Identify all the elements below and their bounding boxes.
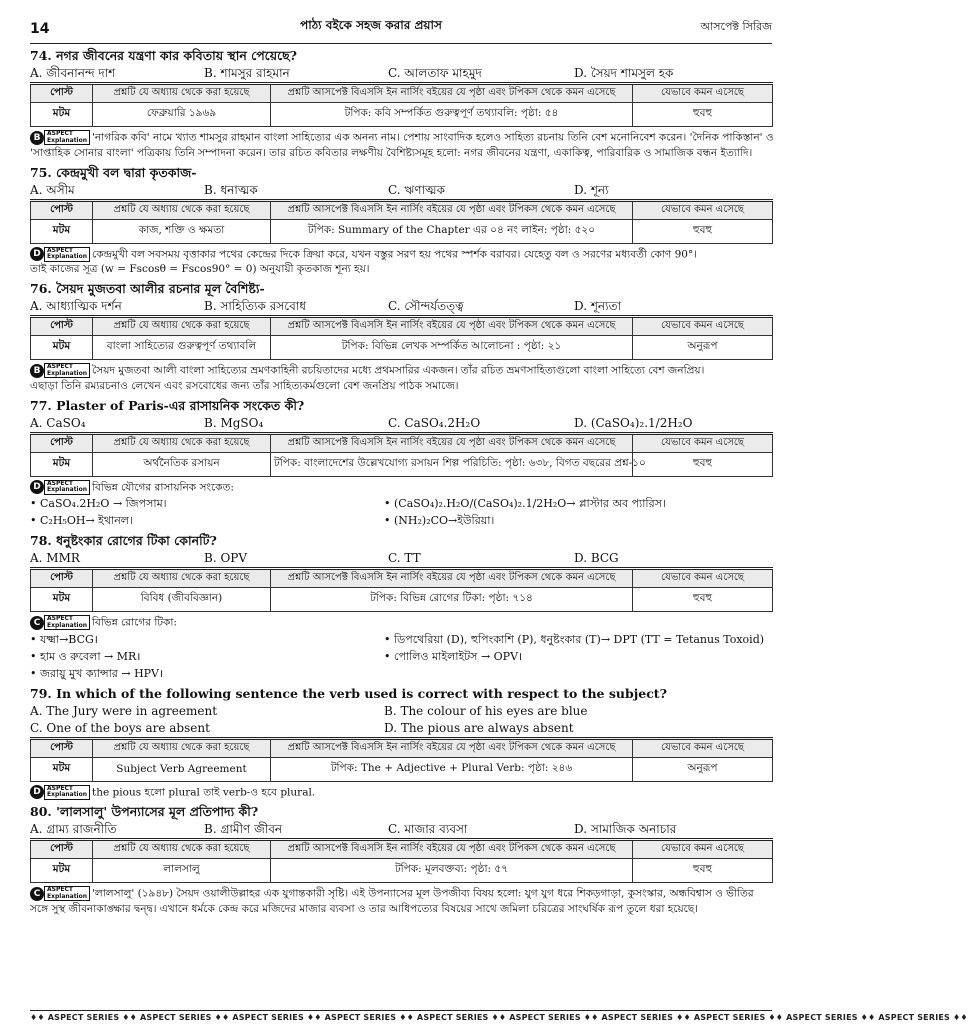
reference-table	[30, 199, 773, 244]
explanation	[30, 363, 772, 394]
option-list	[30, 821, 772, 838]
question-title: 79. In which of the following sentence the verb used is correct with respect to the subject?	[30, 685, 667, 701]
option-list	[30, 65, 772, 82]
badge-tag	[44, 363, 90, 378]
explanation-line	[30, 363, 772, 379]
cell-topic: টপিক: বিভিন্ন রোগের টিকা: পৃষ্ঠা: ৭১৪	[271, 588, 633, 612]
badge-tag-bottom: Explanation	[47, 621, 88, 629]
reference-row	[31, 757, 773, 781]
answer-letter-icon: D	[30, 247, 44, 261]
answer-letter-icon: B	[30, 131, 44, 145]
explanation-line	[30, 247, 772, 263]
bullet-item: • (NH₂)₂CO→ইউরিয়া।	[384, 512, 772, 529]
explanation-line	[30, 615, 772, 631]
bullet-item: • ডিপথেরিয়া (D), হুপিংকাশি (P), ধনুষ্টংকার (T)→ DPT (TT = Tetanus Toxoid)	[384, 631, 772, 648]
reference-table	[30, 737, 773, 782]
badge-tag-bottom: Explanation	[47, 253, 88, 260]
bullet-list	[30, 631, 772, 682]
aspect-explanation-badge	[30, 247, 90, 262]
explanation-text: বিভিন্ন রোগের টিকা:	[92, 616, 177, 629]
explanation-line	[30, 146, 772, 161]
header-chapter: প্রশ্নটি যে অধ্যায় থেকে করা হয়েছে	[93, 433, 271, 452]
cell-post: মটম	[31, 588, 93, 612]
reference-header-row	[31, 840, 773, 859]
question-block	[30, 803, 772, 917]
answer-letter-icon: D	[30, 785, 44, 799]
badge-tag-top: ASPECT	[47, 479, 73, 487]
badge-tag-bottom: Explanation	[47, 486, 88, 493]
option-list	[30, 415, 772, 432]
explanation-line	[30, 785, 772, 801]
explanation	[30, 130, 772, 161]
explanation-line	[30, 130, 772, 146]
question-title: 75. কেন্দ্রমুখী বল দ্বারা কৃতকাজ-	[30, 164, 197, 180]
cell-topic: টপিক: মূলবক্তব্য: পৃষ্ঠা: ৫৭	[271, 859, 633, 883]
explanation-line	[30, 902, 772, 917]
option-list	[30, 550, 772, 567]
question-title: 80. 'লালসালু' উপন্যাসের মূল প্রতিপাদ্য কী?	[30, 804, 259, 819]
header-post: পোস্ট	[31, 738, 93, 757]
option-item: C. TT	[388, 551, 421, 565]
reference-row	[31, 219, 773, 243]
reference-table	[30, 838, 773, 883]
reference-table	[30, 315, 773, 360]
option-item: A. The Jury were in agreement	[30, 703, 218, 718]
option-item: C. CaSO₄.2H₂O	[388, 415, 481, 430]
option-item: A. MMR	[30, 551, 80, 565]
bullet-list	[30, 495, 772, 529]
explanation	[30, 886, 772, 917]
header-chapter: প্রশ্নটি যে অধ্যায় থেকে করা হয়েছে	[93, 840, 271, 859]
badge-tag-bottom: Explanation	[47, 369, 88, 377]
reference-table	[30, 432, 773, 477]
header-match: যেভাবে কমন এসেছে	[633, 840, 773, 859]
header-chapter: প্রশ্নটি যে অধ্যায় থেকে করা হয়েছে	[93, 200, 271, 219]
cell-chapter: অর্থনৈতিক রসায়ন	[93, 452, 271, 476]
option-item: B. MgSO₄	[204, 415, 264, 430]
explanation-text: এছাড়া তিনি রম্যরচনাও লেখেন এবং রসবোধের জন্য তাঁর সাহিত্যকর্মগুলো বেশ জনপ্রিয় পাঠক সমাজে।	[30, 379, 459, 392]
explanation-text: সঙ্গে সুস্থ জীবনাকাঙ্ক্ষার দ্বন্দ্ব। এখানে ধর্মকে কেন্দ্র করে মজিদের মাজার ব্যবসা ও তার আধিপত্যের বিষয়ের সাথে জমিলা চরিত্রের সাংঘর্ষিক রূপ তুলে ধরা হয়েছে।	[30, 902, 699, 915]
question-title: 74. নগর জীবনের যন্ত্রণা কার কবিতায় স্থান পেয়েছে?	[30, 48, 297, 63]
reference-row	[31, 859, 773, 883]
header-match: যেভাবে কমন এসেছে	[633, 738, 773, 757]
question-block	[30, 47, 772, 161]
explanation	[30, 480, 772, 496]
badge-tag	[44, 615, 90, 630]
explanation-line	[30, 886, 772, 902]
badge-tag	[44, 130, 90, 145]
badge-tag-top: ASPECT	[47, 784, 73, 792]
bullet-item: • C₂H₅OH→ ইথানল।	[30, 512, 384, 529]
option-item: B. শামসুর রাহমান	[204, 66, 290, 80]
option-item: D. (CaSO₄)₂.1/2H₂O	[574, 415, 693, 430]
aspect-explanation-badge	[30, 130, 90, 145]
question-block	[30, 280, 772, 394]
option-list	[30, 182, 772, 199]
question-title: 76. সৈয়দ মুজতবা আলীর রচনার মূল বৈশিষ্ট্য-	[30, 281, 265, 296]
header-post: পোস্ট	[31, 433, 93, 452]
aspect-explanation-badge	[30, 886, 90, 901]
badge-tag-bottom: Explanation	[47, 136, 88, 144]
option-item: C. সৌন্দর্যতত্ত্ব	[388, 299, 464, 313]
bullet-item: • CaSO₄.2H₂O → জিপসাম।	[30, 495, 384, 512]
header-topic: প্রশ্নটি আসপেক্ট বিএসসি ইন নার্সিং বইয়ের যে পৃষ্ঠা এবং টপিকস থেকে কমন এসেছে	[271, 84, 633, 103]
header-post: পোস্ট	[31, 840, 93, 859]
answer-letter-icon: B	[30, 364, 44, 378]
document-page	[30, 0, 968, 1035]
cell-post: মটম	[31, 859, 93, 883]
aspect-explanation-badge	[30, 480, 90, 495]
option-item: D. শূন্য	[574, 182, 609, 197]
option-list	[30, 298, 772, 315]
question-title: 77. Plaster of Paris-এর রাসায়নিক সংকেত কী?	[30, 397, 305, 413]
explanation-text: বিভিন্ন যৌগের রাসায়নিক সংকেত:	[92, 481, 234, 493]
cell-chapter: কাজ, শক্তি ও ক্ষমতা	[93, 219, 271, 243]
explanation-line	[30, 379, 772, 394]
header-topic: প্রশ্নটি আসপেক্ট বিএসসি ইন নার্সিং বইয়ের যে পৃষ্ঠা এবং টপিকস থেকে কমন এসেছে	[271, 840, 633, 859]
page-header	[30, 0, 772, 44]
cell-chapter: বাংলা সাহিত্যের গুরুত্বপূর্ণ তথ্যাবলি	[93, 336, 271, 360]
reference-table	[30, 82, 773, 127]
cell-match: হুবহু	[633, 219, 773, 243]
reference-header-row	[31, 84, 773, 103]
reference-header-row	[31, 738, 773, 757]
badge-tag-top: ASPECT	[47, 615, 73, 622]
answer-letter-icon: D	[30, 480, 44, 494]
page-number: 14	[30, 21, 50, 37]
bullet-item: • জরায়ু মুখ ক্যান্সার → HPV।	[30, 665, 384, 682]
question-title: 78. ধনুষ্টংকার রোগের টিকা কোনটি?	[30, 533, 217, 548]
badge-tag-top: ASPECT	[47, 886, 73, 893]
option-item: B. OPV	[204, 551, 248, 565]
reference-row	[31, 336, 773, 360]
option-item: A. আধ্যাত্মিক দর্শন	[30, 299, 122, 313]
header-topic: প্রশ্নটি আসপেক্ট বিএসসি ইন নার্সিং বইয়ের যে পৃষ্ঠা এবং টপিকস থেকে কমন এসেছে	[271, 433, 633, 452]
header-topic: প্রশ্নটি আসপেক্ট বিএসসি ইন নার্সিং বইয়ের যে পৃষ্ঠা এবং টপিকস থেকে কমন এসেছে	[271, 317, 633, 336]
answer-letter-icon: C	[30, 887, 44, 901]
cell-topic: টপিক: Summary of the Chapter এর ০৪ নং লাইন: পৃষ্ঠা: ৫২০	[271, 219, 633, 243]
badge-tag-top: ASPECT	[47, 130, 73, 137]
explanation-text: 'নাগরিক কবি' নামে খ্যাত শামসুর রাহমান বাংলা সাহিত্যের এক অনন্য নাম। পেশায় সাংবাদিক হলেও সাহিত্য রচনায় তিনি বেশ মনোনিবেশ করেন। 'দৈনিক পাকিস্তান' ও	[92, 131, 774, 144]
header-post: পোস্ট	[31, 200, 93, 219]
cell-match: অনুরূপ	[633, 336, 773, 360]
option-item: A. CaSO₄	[30, 415, 86, 430]
cell-chapter: Subject Verb Agreement	[93, 757, 271, 781]
option-item: D. শূন্যতা	[574, 299, 622, 313]
reference-header-row	[31, 569, 773, 588]
question-block	[30, 685, 772, 801]
option-item: C. আলতাফ মাহমুদ	[388, 66, 482, 80]
explanation-line	[30, 262, 772, 277]
badge-tag-top: ASPECT	[47, 246, 73, 254]
header-chapter: প্রশ্নটি যে অধ্যায় থেকে করা হয়েছে	[93, 738, 271, 757]
aspect-explanation-badge	[30, 785, 90, 800]
cell-topic: টপিক: কবি সম্পর্কিত গুরুত্বপূর্ণ তথ্যাবলি: পৃষ্ঠা: ৫৪	[271, 103, 633, 127]
aspect-explanation-badge	[30, 363, 90, 378]
option-item: A. অসীম	[30, 182, 75, 197]
option-item: A. জীবনানন্দ দাশ	[30, 66, 116, 80]
option-item: C. One of the boys are absent	[30, 720, 210, 735]
cell-post: মটম	[31, 219, 93, 243]
aspect-explanation-badge	[30, 615, 90, 630]
option-item: B. গ্রামীণ জীবন	[204, 822, 283, 836]
cell-match: হুবহু	[633, 588, 773, 612]
option-list	[30, 703, 772, 737]
cell-match: হুবহু	[633, 452, 773, 476]
question-list	[30, 47, 772, 917]
reference-row	[31, 103, 773, 127]
series-name: আসপেক্ট সিরিজ	[700, 20, 772, 33]
header-chapter: প্রশ্নটি যে অধ্যায় থেকে করা হয়েছে	[93, 569, 271, 588]
cell-chapter: বিবিধ (জীববিজ্ঞান)	[93, 588, 271, 612]
cell-post: মটম	[31, 336, 93, 360]
reference-header-row	[31, 433, 773, 452]
reference-header-row	[31, 317, 773, 336]
cell-topic: টপিক: বাংলাদেশের উল্লেখযোগ্য রসায়ন শিল্প পরিচিতি: পৃষ্ঠা: ৬৩৮, বিগত বছরের প্রশ্ন-১০	[271, 452, 633, 476]
bullet-item: • হাম ও রুবেলা → MR।	[30, 648, 384, 665]
bullet-item: • (CaSO₄)₂.H₂O/(CaSO₄)₂.1/2H₂O→ প্লাস্টার অব প্যারিস।	[384, 495, 772, 512]
page-title: পাঠ্য বইকে সহজ করার প্রয়াস	[300, 18, 442, 32]
cell-chapter: লালসালু	[93, 859, 271, 883]
question-block	[30, 532, 772, 682]
badge-tag	[44, 247, 90, 262]
cell-topic: টপিক: বিভিন্ন লেখক সম্পর্কিত আলোচনা : পৃষ্ঠা: ২১	[271, 336, 633, 360]
cell-match: অনুরূপ	[633, 757, 773, 781]
option-item: C. ঋণাত্মক	[388, 182, 446, 197]
reference-row	[31, 588, 773, 612]
header-post: পোস্ট	[31, 84, 93, 103]
option-item: C. মাজার ব্যবসা	[388, 822, 468, 836]
option-item: B. সাহিত্যিক রসবোধ	[204, 299, 306, 313]
explanation-line	[30, 480, 772, 496]
option-item: B. ধনাত্মক	[204, 182, 258, 197]
header-topic: প্রশ্নটি আসপেক্ট বিএসসি ইন নার্সিং বইয়ের যে পৃষ্ঠা এবং টপিকস থেকে কমন এসেছে	[271, 200, 633, 219]
header-match: যেভাবে কমন এসেছে	[633, 200, 773, 219]
reference-row	[31, 452, 773, 476]
bullet-item: • পোলিও মাইলাইটস → OPV।	[384, 648, 772, 665]
question-block	[30, 164, 772, 278]
question-block	[30, 397, 772, 530]
cell-topic: টপিক: The + Adjective + Plural Verb: পৃষ্ঠা: ২৪৬	[271, 757, 633, 781]
badge-tag	[44, 886, 90, 901]
badge-tag	[44, 480, 90, 495]
badge-tag-top: ASPECT	[47, 363, 73, 370]
option-item: D. The pious are always absent	[384, 720, 574, 735]
explanation-text: 'লালসালু' (১৯৪৮) সৈয়দ ওয়ালীউল্লাহর এক যুগান্তকারী সৃষ্টি। এই উপন্যাসের মূল উপজীব্য বিষয় হলো: যুগ যুগ ধরে শিকড়গাড়া, কুসংস্কার, অন্ধবিশ্বাস ও ভীতির	[92, 887, 754, 900]
badge-tag-bottom: Explanation	[47, 892, 88, 900]
explanation-text: কেন্দ্রমুখী বল সবসময় বৃত্তাকার পথের কেন্দ্রের দিকে ক্রিয়া করে, যখন বস্তুর সরণ হয় পথের স্পর্শক বরাবর। যেহেতু বল ও সরণের মধ্যবর্তী কোণ 90°।	[92, 248, 697, 260]
option-item: D. সৈয়দ শামসুল হক	[574, 66, 674, 80]
header-match: যেভাবে কমন এসেছে	[633, 84, 773, 103]
badge-tag-bottom: Explanation	[47, 791, 88, 798]
cell-post: মটম	[31, 452, 93, 476]
explanation	[30, 785, 772, 801]
header-chapter: প্রশ্নটি যে অধ্যায় থেকে করা হয়েছে	[93, 84, 271, 103]
answer-letter-icon: C	[30, 616, 44, 630]
badge-tag	[44, 785, 90, 800]
option-item: D. BCG	[574, 551, 619, 565]
option-item: B. The colour of his eyes are blue	[384, 703, 588, 718]
reference-table	[30, 567, 773, 612]
option-item: D. সামাজিক অনাচার	[574, 822, 677, 836]
header-match: যেভাবে কমন এসেছে	[633, 433, 773, 452]
explanation-text: the pious হলো plural তাই verb-ও হবে plural.	[92, 786, 316, 798]
header-topic: প্রশ্নটি আসপেক্ট বিএসসি ইন নার্সিং বইয়ের যে পৃষ্ঠা এবং টপিকস থেকে কমন এসেছে	[271, 569, 633, 588]
header-post: পোস্ট	[31, 569, 93, 588]
explanation-text: 'সাপ্তাহিক সোনার বাংলা' পত্রিকায় তিনি সম্পাদনা করেন। তার রচিত কবিতার লক্ষণীয় বৈশিষ্ট্যসমূহ হলো: নগর জীবনের যন্ত্রণা, একাকিত্ব, পারিবারিক ও সামাজিক বন্ধন ইত্যাদি।	[30, 146, 753, 159]
explanation-text: সৈয়দ মুজতবা আলী বাংলা সাহিত্যের ভ্রমণকাহিনী রচয়িতাদের মধ্যে প্রথমসারির একজন। তাঁর রচিত ভ্রমণসাহিত্যগুলো বাংলা সাহিত্যে বেশ জনপ্রিয়।	[92, 364, 705, 377]
cell-match: হুবহু	[633, 103, 773, 127]
option-item: A. গ্রাম্য রাজনীতি	[30, 822, 117, 836]
explanation	[30, 615, 772, 631]
header-post: পোস্ট	[31, 317, 93, 336]
header-match: যেভাবে কমন এসেছে	[633, 317, 773, 336]
cell-chapter: ফেব্রুয়ারি ১৯৬৯	[93, 103, 271, 127]
header-topic: প্রশ্নটি আসপেক্ট বিএসসি ইন নার্সিং বইয়ের যে পৃষ্ঠা এবং টপিকস থেকে কমন এসেছে	[271, 738, 633, 757]
header-chapter: প্রশ্নটি যে অধ্যায় থেকে করা হয়েছে	[93, 317, 271, 336]
reference-header-row	[31, 200, 773, 219]
explanation	[30, 247, 772, 278]
header-match: যেভাবে কমন এসেছে	[633, 569, 773, 588]
bullet-item: • যক্ষ্মা→BCG।	[30, 631, 384, 648]
cell-post: মটম	[31, 757, 93, 781]
cell-post: মটম	[31, 103, 93, 127]
page-footer: ♦♦ ASPECT SERIES ♦♦ ASPECT SERIES ♦♦ ASPECT SERIES ♦♦ ASPECT SERIES ♦♦ ASPECT SERIES ♦♦ ASPECT SERIES ♦♦ ASPECT SERIES ♦♦ ASPECT SERIES ♦♦ ASPECT SERIES ♦♦ ASPECT SERIES ♦♦	[30, 1010, 772, 1022]
explanation-text: তাই কাজের সূত্র (w = Fscosθ = Fscos90° = 0) অনুযায়ী কৃতকাজ শূন্য হয়।	[30, 263, 370, 275]
cell-match: হুবহু	[633, 859, 773, 883]
